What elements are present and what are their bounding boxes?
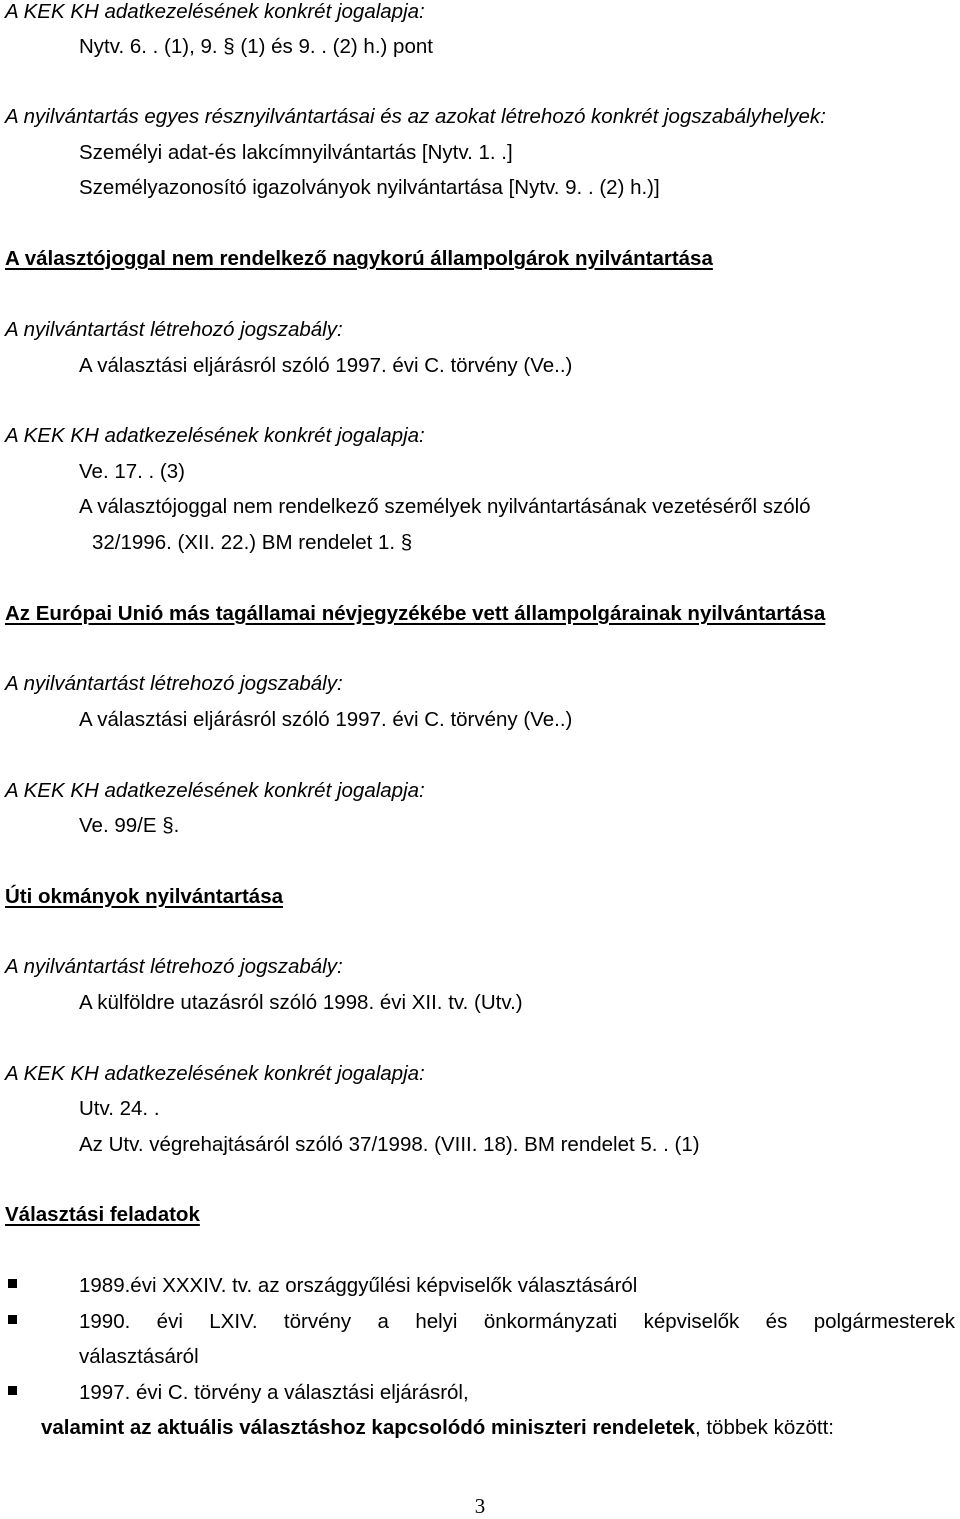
legal-basis-label: A KEK KH adatkezelésének konkrét jogalapja: bbox=[5, 424, 425, 447]
square-bullet-icon bbox=[8, 1315, 17, 1324]
legal-basis-item: A választójoggal nem rendelkező személyek nyilvántartásának vezetéséről szóló bbox=[79, 495, 811, 518]
sub-registry-item: Személyazonosító igazolványok nyilvántartása [Nytv. 9. . (2) h.)] bbox=[79, 176, 660, 199]
creating-law-value: A választási eljárásról szóló 1997. évi C. törvény (Ve..) bbox=[79, 354, 573, 377]
legal-basis-item: Ve. 17. . (3) bbox=[79, 460, 185, 483]
square-bullet-icon bbox=[8, 1279, 17, 1288]
closing-text: , többek között: bbox=[694, 1416, 834, 1439]
section-heading: Az Európai Unió más tagállamai névjegyzékébe vett állampolgárainak nyilvántartása bbox=[5, 602, 826, 625]
legal-basis-item: Ve. 99/E §. bbox=[79, 814, 180, 837]
section-heading: Úti okmányok nyilvántartása bbox=[5, 885, 283, 908]
section-heading: A választójoggal nem rendelkező nagykorú állampolgárok nyilvántartása bbox=[5, 247, 713, 270]
closing-line bbox=[41, 1416, 834, 1441]
legal-basis-label: A KEK KH adatkezelésének konkrét jogalapja: bbox=[5, 0, 425, 23]
section-heading: Választási feladatok bbox=[5, 1203, 200, 1226]
sub-registry-item: Személyi adat-és lakcímnyilvántartás [Nytv. 1. .] bbox=[79, 141, 513, 164]
bullet-item: 1990. évi LXIV. törvény a helyi önkormányzati képviselők és polgármesterek bbox=[79, 1310, 955, 1333]
creating-law-label: A nyilvántartást létrehozó jogszabály: bbox=[5, 318, 343, 341]
square-bullet-icon bbox=[8, 1386, 17, 1395]
legal-basis-label: A KEK KH adatkezelésének konkrét jogalapja: bbox=[5, 1062, 425, 1085]
legal-basis-item: Utv. 24. . bbox=[79, 1097, 160, 1120]
creating-law-value: A választási eljárásról szóló 1997. évi C. törvény (Ve..) bbox=[79, 708, 573, 731]
creating-law-label: A nyilvántartást létrehozó jogszabály: bbox=[5, 672, 343, 695]
bullet-item: 1989.évi XXXIV. tv. az országgyűlési képviselők választásáról bbox=[79, 1274, 638, 1297]
bullet-item: 1997. évi C. törvény a választási eljárásról, bbox=[79, 1381, 469, 1404]
creating-law-value: A külföldre utazásról szóló 1998. évi XII. tv. (Utv.) bbox=[79, 991, 523, 1014]
sub-registries-label: A nyilvántartás egyes résznyilvántartásai és az azokat létrehozó konkrét jogszabályhelyek: bbox=[5, 105, 826, 128]
page-number: 3 bbox=[474, 1494, 486, 1518]
creating-law-label: A nyilvántartást létrehozó jogszabály: bbox=[5, 955, 343, 978]
bullet-item-continued: választásáról bbox=[79, 1345, 199, 1368]
legal-basis-label: A KEK KH adatkezelésének konkrét jogalapja: bbox=[5, 779, 425, 802]
legal-basis-item: Az Utv. végrehajtásáról szóló 37/1998. (VIII. 18). BM rendelet 5. . (1) bbox=[79, 1133, 700, 1156]
legal-basis-value: Nytv. 6. . (1), 9. § (1) és 9. . (2) h.) pont bbox=[79, 35, 433, 58]
legal-basis-item-continued: 32/1996. (XII. 22.) BM rendelet 1. § bbox=[92, 531, 413, 554]
closing-bold-text: valamint az aktuális választáshoz kapcsolódó miniszteri rendeletek bbox=[41, 1416, 695, 1439]
